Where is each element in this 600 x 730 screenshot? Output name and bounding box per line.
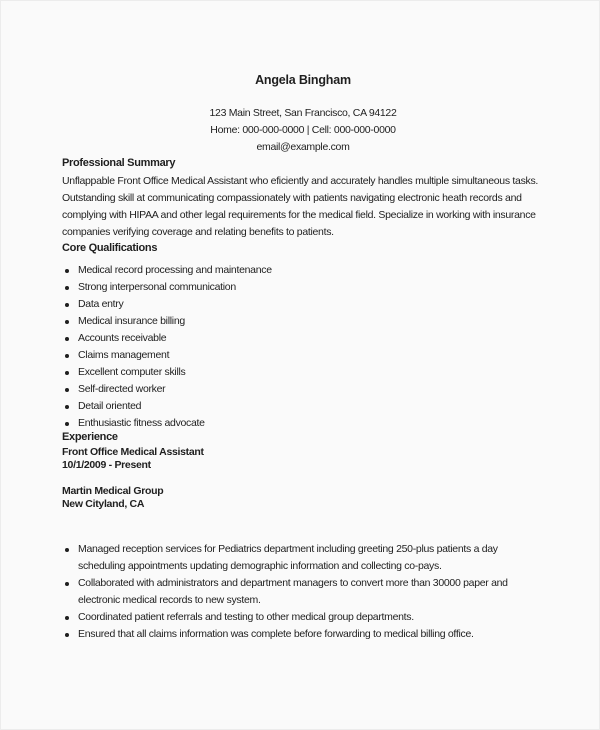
list-item-text: Detail oriented [78, 400, 142, 412]
job-location: New Cityland, CA [62, 498, 145, 510]
job-title: Front Office Medical Assistant [62, 446, 204, 458]
bullet-icon [65, 548, 69, 552]
list-item [65, 279, 546, 296]
bullet-icon [65, 405, 69, 409]
bullet-icon [65, 616, 69, 620]
bullet-icon [65, 388, 69, 392]
list-item-text: Enthusiastic fitness advocate [78, 417, 205, 429]
section-heading-professional-summary: Professional Summary [62, 157, 176, 169]
list-item [65, 296, 546, 313]
job-company: Martin Medical Group [62, 485, 164, 497]
bullet-icon [65, 286, 69, 290]
resume-content [1, 1, 599, 643]
job-spacer [62, 472, 544, 485]
list-item [65, 313, 546, 330]
list-item [65, 609, 546, 626]
job-header-block [62, 446, 544, 511]
list-item-text: Data entry [78, 298, 124, 310]
section-heading-experience: Experience [62, 431, 118, 443]
list-item [65, 330, 546, 347]
job-dates: 10/1/2009 - Present [62, 459, 151, 471]
contact-block [62, 105, 544, 156]
resume-name: Angela Bingham [255, 73, 351, 87]
section-heading-core-qualifications: Core Qualifications [62, 242, 158, 254]
list-item-text: Claims management [78, 349, 170, 361]
list-item [65, 398, 546, 415]
list-item [65, 626, 546, 643]
bullet-icon [65, 422, 69, 426]
bullet-icon [65, 354, 69, 358]
bullet-icon [65, 633, 69, 637]
contact-address: 123 Main Street, San Francisco, CA 94122 [209, 107, 397, 119]
bullet-icon [65, 269, 69, 273]
list-item [65, 381, 546, 398]
core-qualifications-list [62, 262, 546, 432]
list-item-text: Managed reception services for Pediatrics department including greeting 250-plus patients a day scheduling appointments updating demographic information and collecting co-pays. [78, 543, 498, 572]
list-item-text: Ensured that all claims information was complete before forwarding to medical billing office. [78, 628, 474, 640]
list-item [65, 541, 546, 575]
list-item [65, 575, 546, 609]
contact-phones: Home: 000-000-0000 | Cell: 000-000-0000 [210, 124, 396, 136]
list-item-text: Strong interpersonal communication [78, 281, 236, 293]
contact-email: email@example.com [256, 141, 350, 153]
list-item [65, 262, 546, 279]
list-item [65, 347, 546, 364]
bullet-icon [65, 582, 69, 586]
bullet-icon [65, 371, 69, 375]
list-item-text: Collaborated with administrators and department managers to convert more than 30000 paper and electronic medical records to new system. [78, 577, 508, 606]
list-item-text: Accounts receivable [78, 332, 167, 344]
experience-bullets-list [62, 541, 546, 643]
bullet-icon [65, 337, 69, 341]
list-item-text: Excellent computer skills [78, 366, 186, 378]
list-item [65, 364, 546, 381]
list-item-text: Self-directed worker [78, 383, 166, 395]
bullet-icon [65, 303, 69, 307]
professional-summary-paragraph: Unflappable Front Office Medical Assistant who eficiently and accurately handles multiple simultaneous tasks. Outstanding skill at communicating compassionately with patients navigating electronic heath records and complying with HIPAA and other legal requirements for the medical field. Specialize in working with insurance companies verifying coverage and relating benefits to patients. [62, 175, 539, 238]
list-item [65, 415, 546, 432]
bullet-icon [65, 320, 69, 324]
list-item-text: Medical insurance billing [78, 315, 185, 327]
list-item-text: Medical record processing and maintenance [78, 264, 272, 276]
list-item-text: Coordinated patient referrals and testing to other medical group departments. [78, 611, 414, 623]
